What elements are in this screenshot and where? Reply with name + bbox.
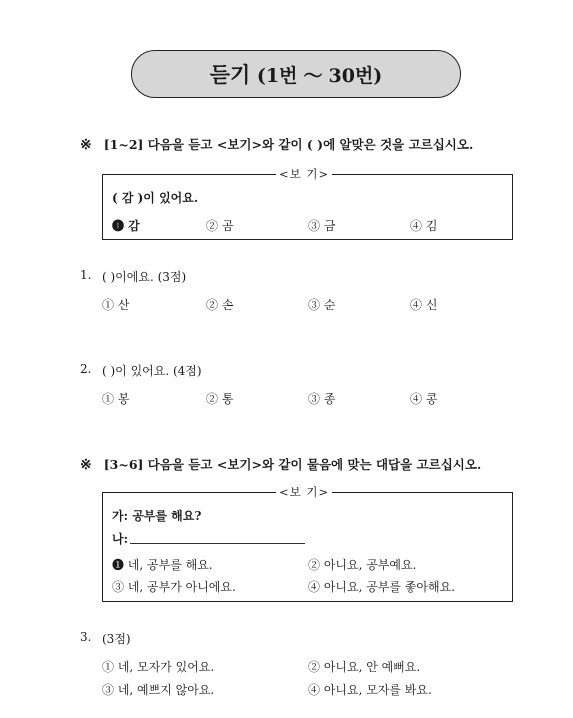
question-2-option-4[interactable]: ④ 콩 — [410, 392, 438, 406]
section2-instruction-text: [3~6] 다음을 듣고 <보기>와 같이 물음에 맞는 대답을 고르십시오. — [103, 457, 482, 472]
reference-mark: ※ — [80, 137, 92, 153]
title-main: 듣기 — [209, 62, 251, 87]
question-2-stem: ( )이 있어요. (4점) — [102, 364, 202, 378]
question-2-option-3[interactable]: ③ 종 — [308, 392, 336, 406]
example-1-option-2: ② 곰 — [206, 219, 234, 233]
example-1-sentence: ( 감 )이 있어요. — [112, 191, 199, 205]
section-title — [131, 50, 461, 98]
question-2-option-1[interactable]: ① 봉 — [102, 392, 130, 406]
reference-mark-2: ※ — [80, 457, 92, 473]
question-2-option-2[interactable]: ② 통 — [206, 392, 234, 406]
answer-blank-line — [130, 543, 305, 544]
question-1-option-4[interactable]: ④ 신 — [410, 298, 438, 312]
example-1-option-1: ❶ 감 — [112, 219, 140, 233]
example-2-na: 나: — [112, 532, 129, 546]
example-2-ga: 가: 공부를 해요? — [112, 509, 202, 523]
section2-instruction — [80, 455, 481, 473]
example-2-option-3: ③ 네, 공부가 아니에요. — [112, 580, 236, 594]
example-1-option-4: ④ 김 — [410, 219, 438, 233]
example-1-option-3: ③ 금 — [308, 219, 336, 233]
title-range-end: 30번) — [328, 64, 383, 87]
question-3-stem: (3점) — [102, 632, 131, 646]
example-box-2-label: <보 기> — [276, 484, 332, 500]
question-3-number: 3. — [80, 630, 92, 644]
question-1-option-3[interactable]: ③ 순 — [308, 298, 336, 312]
question-3-option-4[interactable]: ④ 아니요, 모자를 봐요. — [308, 683, 432, 697]
question-1-number: 1. — [80, 268, 92, 282]
question-2-number: 2. — [80, 362, 92, 376]
section1-instruction-text: [1~2] 다음을 듣고 <보기>와 같이 ( )에 알맞은 것을 고르십시오. — [103, 137, 474, 152]
example-box-1-label: <보 기> — [276, 166, 332, 182]
example-2-option-2: ② 아니요, 공부예요. — [308, 558, 417, 572]
question-3-option-2[interactable]: ② 아니요, 안 예뻐요. — [308, 660, 421, 674]
question-1-option-2[interactable]: ② 손 — [206, 298, 234, 312]
example-2-option-1: ❶ 네, 공부를 해요. — [112, 558, 213, 572]
title-tilde: ～ — [303, 64, 323, 87]
example-2-option-4: ④ 아니요, 공부를 좋아해요. — [308, 580, 455, 594]
question-1-option-1[interactable]: ① 산 — [102, 298, 130, 312]
question-1-stem: ( )이에요. (3점) — [102, 270, 187, 284]
question-3-option-3[interactable]: ③ 네, 예쁘지 않아요. — [102, 683, 215, 697]
title-range-start: (1번 — [256, 64, 298, 87]
section1-instruction — [80, 135, 473, 153]
question-3-option-1[interactable]: ① 네, 모자가 있어요. — [102, 660, 215, 674]
